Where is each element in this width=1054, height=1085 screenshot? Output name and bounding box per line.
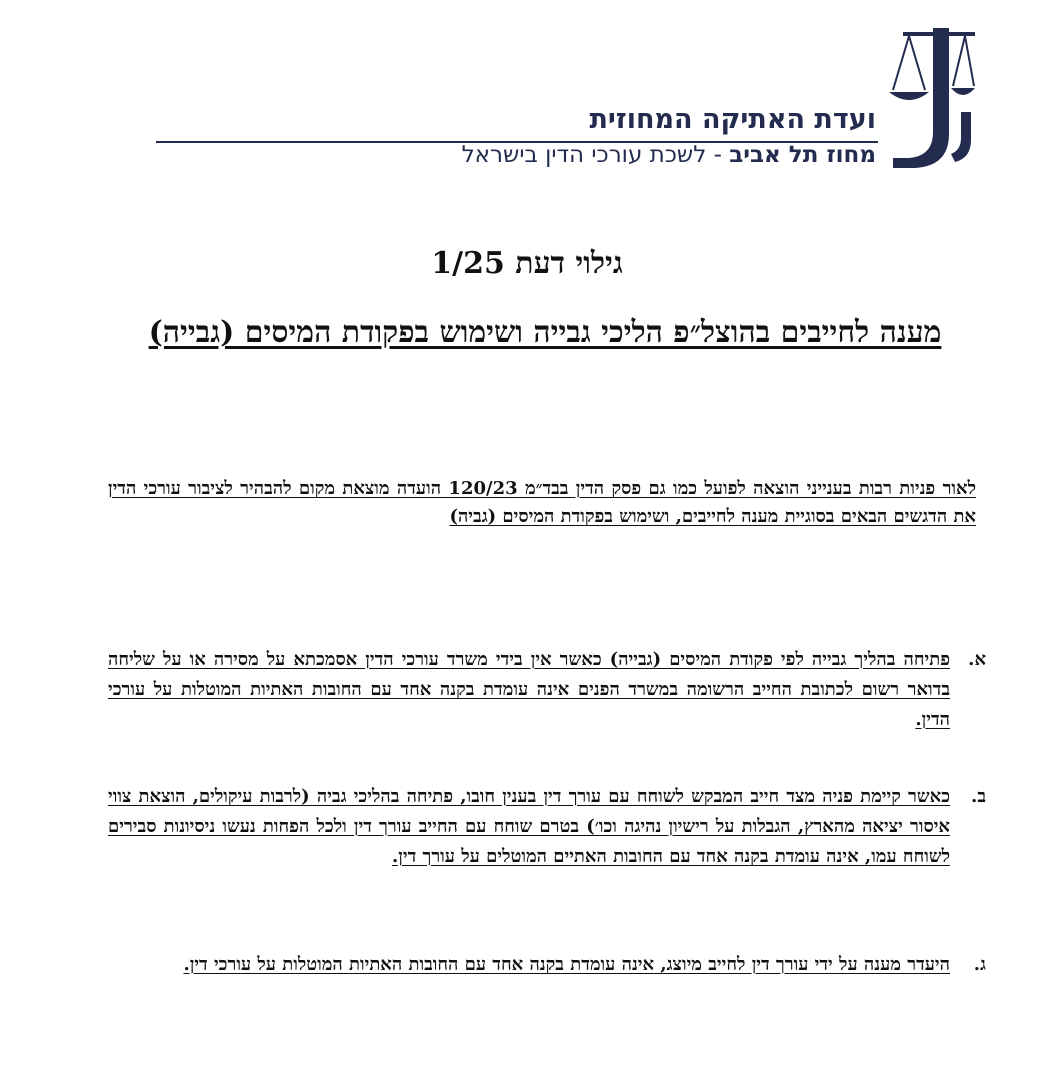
scales-of-justice-logo-icon: [885, 22, 975, 170]
opinion-title: מענה לחייבים בהוצל״פ הליכי גבייה ושימוש בפקודת המיסים (גבייה): [148, 315, 942, 350]
letterhead: [0, 0, 1054, 180]
item-letter: ב.: [971, 786, 986, 807]
opinion-number: גילוי דעת 1/25: [431, 246, 623, 281]
district-name: מחוז תל אביב: [729, 142, 876, 168]
district-line: [462, 142, 876, 168]
list-item: [108, 782, 986, 872]
item-text: פתיחה בהליך גבייה לפי פקודת המיסים (גבייה) כאשר אין בידי משרד עורכי הדין אסמכתא על מסירה או על שליחה בדואר רשום לכתובת החייב הרשומה במשרד הפנים אינה עומדת בקנה אחד עם החובות האתיות המוטלות על עורכי הדין.: [108, 649, 950, 730]
item-text: היעדר מענה על ידי עורך דין לחייב מיוצג, אינה עומדת בקנה אחד עם החובות האתיות המוטלות על עורכי דין.: [183, 954, 950, 975]
bar-association-name: - לשכת עורכי הדין בישראל: [461, 142, 730, 168]
list-item: [108, 645, 986, 735]
list-item: [108, 950, 986, 980]
item-letter: א.: [968, 649, 986, 670]
item-letter: ג.: [973, 954, 986, 975]
committee-name: ועדת האתיקה המחוזית: [589, 104, 876, 135]
item-text: כאשר קיימת פניה מצד חייב המבקש לשוחח עם עורך דין בענין חובו, פתיחה בהליכי גביה (לרבות עיקולים, הוצאת צווי איסור יציאה מהארץ, הגבלות על רישיון נהיגה וכו׳) בטרם שוחח עם החייב עורך דין ולכל הפחות נעשו ניסיונות סבירים לשוחח עמו, אינה עומדת בקנה אחד עם החובות האתיים המוטלים על עורך דין.: [108, 786, 950, 867]
intro-paragraph: לאור פניות רבות בענייני הוצאה לפועל כמו גם פסק הדין בבד״מ 120/23 הועדה מוצאת מקום להבהיר לציבור עורכי הדין את הדגשים הבאים בסוגיית מענה לחייבים, ושימוש בפקודת המיסים (גביה): [108, 478, 976, 527]
